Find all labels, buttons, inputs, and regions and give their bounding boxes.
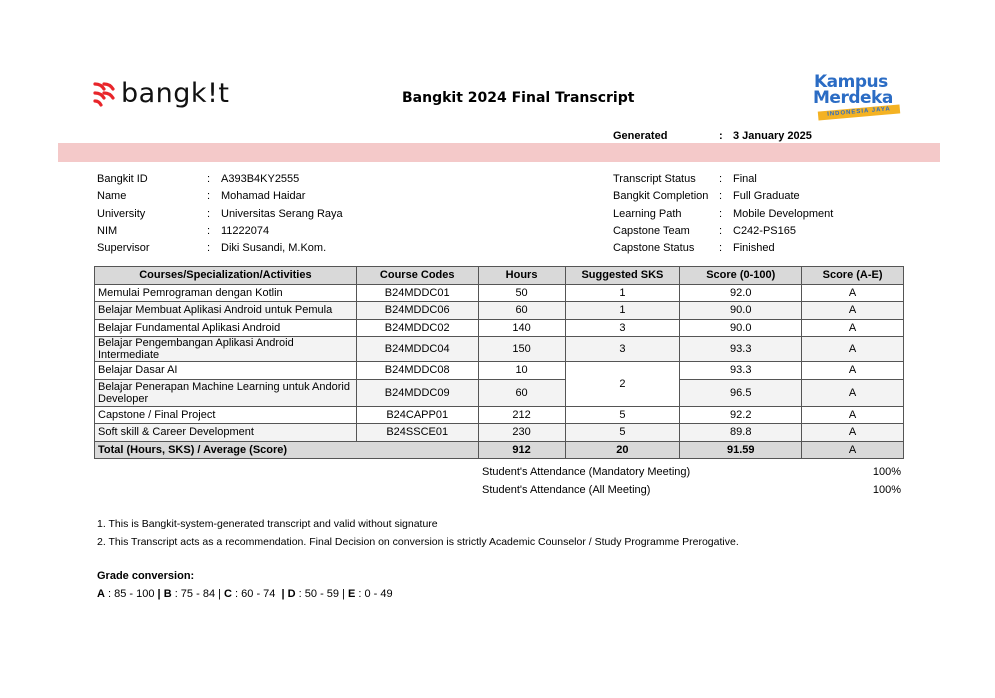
info-label: Learning Path (613, 207, 682, 220)
info-row-transcript-status (613, 171, 833, 188)
info-value: Mohamad Haidar (221, 190, 306, 203)
cell-hours: 10 (478, 362, 565, 380)
cell-grade: A (802, 319, 904, 337)
table-row (95, 302, 904, 320)
cell-sks-merged: 2 (565, 362, 680, 407)
info-label: Transcript Status (613, 173, 696, 185)
attendance-label: Student's Attendance (Mandatory Meeting) (482, 466, 691, 478)
attendance-value: 100% (872, 484, 901, 496)
grade-letter: C (224, 588, 232, 600)
cell-sks: 3 (565, 337, 680, 362)
bangkit-mark-icon (93, 81, 115, 107)
info-sep: : (719, 242, 723, 255)
courses-table (94, 266, 904, 459)
cell-grade: A (802, 379, 904, 406)
cell-grade: A (802, 424, 904, 442)
header-divider-band (58, 143, 940, 162)
grade-range: : 0 - 49 (355, 588, 393, 600)
bangkit-logo (93, 80, 229, 107)
info-label: Name (97, 190, 127, 203)
info-row-nim (97, 223, 343, 240)
student-info-left (97, 171, 343, 257)
col-header-course: Courses/Specialization/Activities (95, 267, 357, 285)
cell-hours: 230 (478, 424, 565, 442)
info-label: Bangkit Completion (613, 190, 709, 203)
cell-hours: 140 (478, 319, 565, 337)
attendance-row-mandatory (482, 463, 901, 481)
table-total-row (95, 441, 904, 459)
attendance-value: 100% (872, 466, 901, 478)
info-label: Bangkit ID (97, 173, 148, 185)
cell-code: B24MDDC01 (356, 284, 478, 302)
attendance-section (482, 463, 901, 499)
info-value: Finished (733, 242, 775, 255)
info-row-capstone-status (613, 240, 833, 257)
info-label: Supervisor (97, 242, 150, 255)
col-header-score: Score (0-100) (680, 267, 802, 285)
info-value: Full Graduate (733, 190, 800, 203)
kampus-merdeka-line2: Merdeka (813, 88, 893, 108)
cell-hours: 60 (478, 302, 565, 320)
cell-hours: 212 (478, 406, 565, 424)
grade-range: : 50 - 59 | (295, 588, 348, 600)
cell-code: B24MDDC02 (356, 319, 478, 337)
generated-date: 3 January 2025 (733, 130, 812, 142)
info-label: NIM (97, 224, 118, 237)
table-row (95, 379, 904, 406)
table-row (95, 337, 904, 362)
student-info-right (613, 171, 833, 257)
generated-label: Generated (613, 130, 668, 142)
total-score: 91.59 (680, 441, 802, 459)
grade-letter: D (287, 588, 296, 600)
table-row (95, 362, 904, 380)
total-grade: A (802, 441, 904, 459)
cell-course: Soft skill & Career Development (95, 424, 357, 442)
grade-conversion-title: Grade conversion: (97, 570, 195, 582)
cell-code: B24CAPP01 (356, 406, 478, 424)
cell-course: Capstone / Final Project (95, 406, 357, 424)
cell-score: 89.8 (680, 424, 802, 442)
cell-code: B24MDDC04 (356, 337, 478, 362)
grade-conversion-scale: A : 85 - 100 | B : 75 - 84 | C : 60 - 74 | D : 50 - 59 | E : 0 - 49 (97, 588, 393, 600)
kampus-merdeka-band: INDONESIA JAYA (818, 104, 900, 120)
cell-score: 93.3 (680, 362, 802, 380)
cell-code: B24MDDC09 (356, 379, 478, 406)
cell-code: B24MDDC06 (356, 302, 478, 320)
info-row-completion (613, 188, 833, 205)
col-header-grade: Score (A-E) (802, 267, 904, 285)
document-title: Bangkit 2024 Final Transcript (402, 90, 635, 106)
grade-letter: A (97, 588, 105, 600)
kampus-merdeka-logo (812, 74, 902, 122)
cell-hours: 60 (478, 379, 565, 406)
cell-sks: 5 (565, 424, 680, 442)
attendance-label: Student's Attendance (All Meeting) (482, 484, 651, 496)
note-item: 1. This is Bangkit-system-generated transcript and valid without signature (97, 518, 438, 530)
cell-course: Belajar Fundamental Aplikasi Android (95, 319, 357, 337)
bangkit-logo-text: bangk!t (121, 78, 230, 109)
table-row (95, 284, 904, 302)
cell-score: 90.0 (680, 302, 802, 320)
table-row (95, 424, 904, 442)
info-sep: : (207, 224, 211, 237)
cell-grade: A (802, 362, 904, 380)
cell-sks: 1 (565, 284, 680, 302)
cell-sks: 3 (565, 319, 680, 337)
attendance-row-all (482, 481, 901, 499)
cell-code: B24MDDC08 (356, 362, 478, 380)
cell-hours: 150 (478, 337, 565, 362)
cell-grade: A (802, 406, 904, 424)
cell-course: Belajar Dasar AI (95, 362, 357, 380)
info-sep: : (207, 242, 211, 255)
info-value: Mobile Development (733, 207, 834, 220)
total-label: Total (Hours, SKS) / Average (Score) (95, 441, 479, 459)
cell-hours: 50 (478, 284, 565, 302)
col-header-sks: Suggested SKS (565, 267, 680, 285)
grade-letter: E (348, 588, 356, 600)
notes-section (97, 515, 739, 551)
cell-grade: A (802, 337, 904, 362)
info-value: Final (733, 173, 757, 185)
table-header-row (95, 267, 904, 285)
info-row-capstone-team (613, 223, 833, 240)
info-row-university (97, 206, 343, 223)
info-sep: : (207, 190, 211, 203)
info-row-bangkit-id (97, 171, 343, 188)
cell-course: Belajar Membuat Aplikasi Android untuk Pemula (95, 302, 357, 320)
info-sep: : (719, 173, 723, 185)
cell-sks: 1 (565, 302, 680, 320)
info-label: Capstone Team (613, 224, 690, 237)
info-value: C242-PS165 (733, 224, 796, 237)
generated-sep: : (719, 130, 723, 142)
cell-course: Belajar Pengembangan Aplikasi Android Intermediate (95, 337, 357, 362)
cell-code: B24SSCE01 (356, 424, 478, 442)
info-row-learning-path (613, 206, 833, 223)
info-sep: : (207, 207, 211, 220)
grade-range: : 60 - 74 (231, 588, 282, 600)
table-row (95, 406, 904, 424)
info-sep: : (719, 190, 723, 203)
info-sep: : (207, 173, 211, 185)
kampus-merdeka-line1: Kampus (814, 72, 888, 92)
total-hours: 912 (478, 441, 565, 459)
grade-range: : 75 - 84 | (171, 588, 225, 600)
info-row-name (97, 188, 343, 205)
info-label: University (97, 207, 146, 220)
info-sep: : (719, 224, 723, 237)
info-value: A393B4KY2555 (221, 173, 300, 185)
info-row-supervisor (97, 240, 343, 257)
info-value: Universitas Serang Raya (221, 207, 343, 220)
cell-score: 93.3 (680, 337, 802, 362)
cell-grade: A (802, 302, 904, 320)
note-item: 2. This Transcript acts as a recommendation. Final Decision on conversion is strictly Academic Counselor / Study Programme Prerogative. (97, 536, 739, 548)
info-label: Capstone Status (613, 242, 695, 255)
cell-course: Belajar Penerapan Machine Learning untuk Andorid Developer (95, 379, 357, 406)
info-value: 11222074 (221, 224, 270, 237)
cell-score: 92.0 (680, 284, 802, 302)
col-header-hours: Hours (478, 267, 565, 285)
total-sks: 20 (565, 441, 680, 459)
cell-score: 92.2 (680, 406, 802, 424)
col-header-code: Course Codes (356, 267, 478, 285)
cell-grade: A (802, 284, 904, 302)
cell-sks: 5 (565, 406, 680, 424)
cell-score: 90.0 (680, 319, 802, 337)
grade-letter: B (163, 588, 172, 600)
cell-score: 96.5 (680, 379, 802, 406)
cell-course: Memulai Pemrograman dengan Kotlin (95, 284, 357, 302)
table-row (95, 319, 904, 337)
grade-range: : 85 - 100 (104, 588, 158, 600)
info-sep: : (719, 207, 723, 220)
info-value: Diki Susandi, M.Kom. (221, 242, 327, 255)
